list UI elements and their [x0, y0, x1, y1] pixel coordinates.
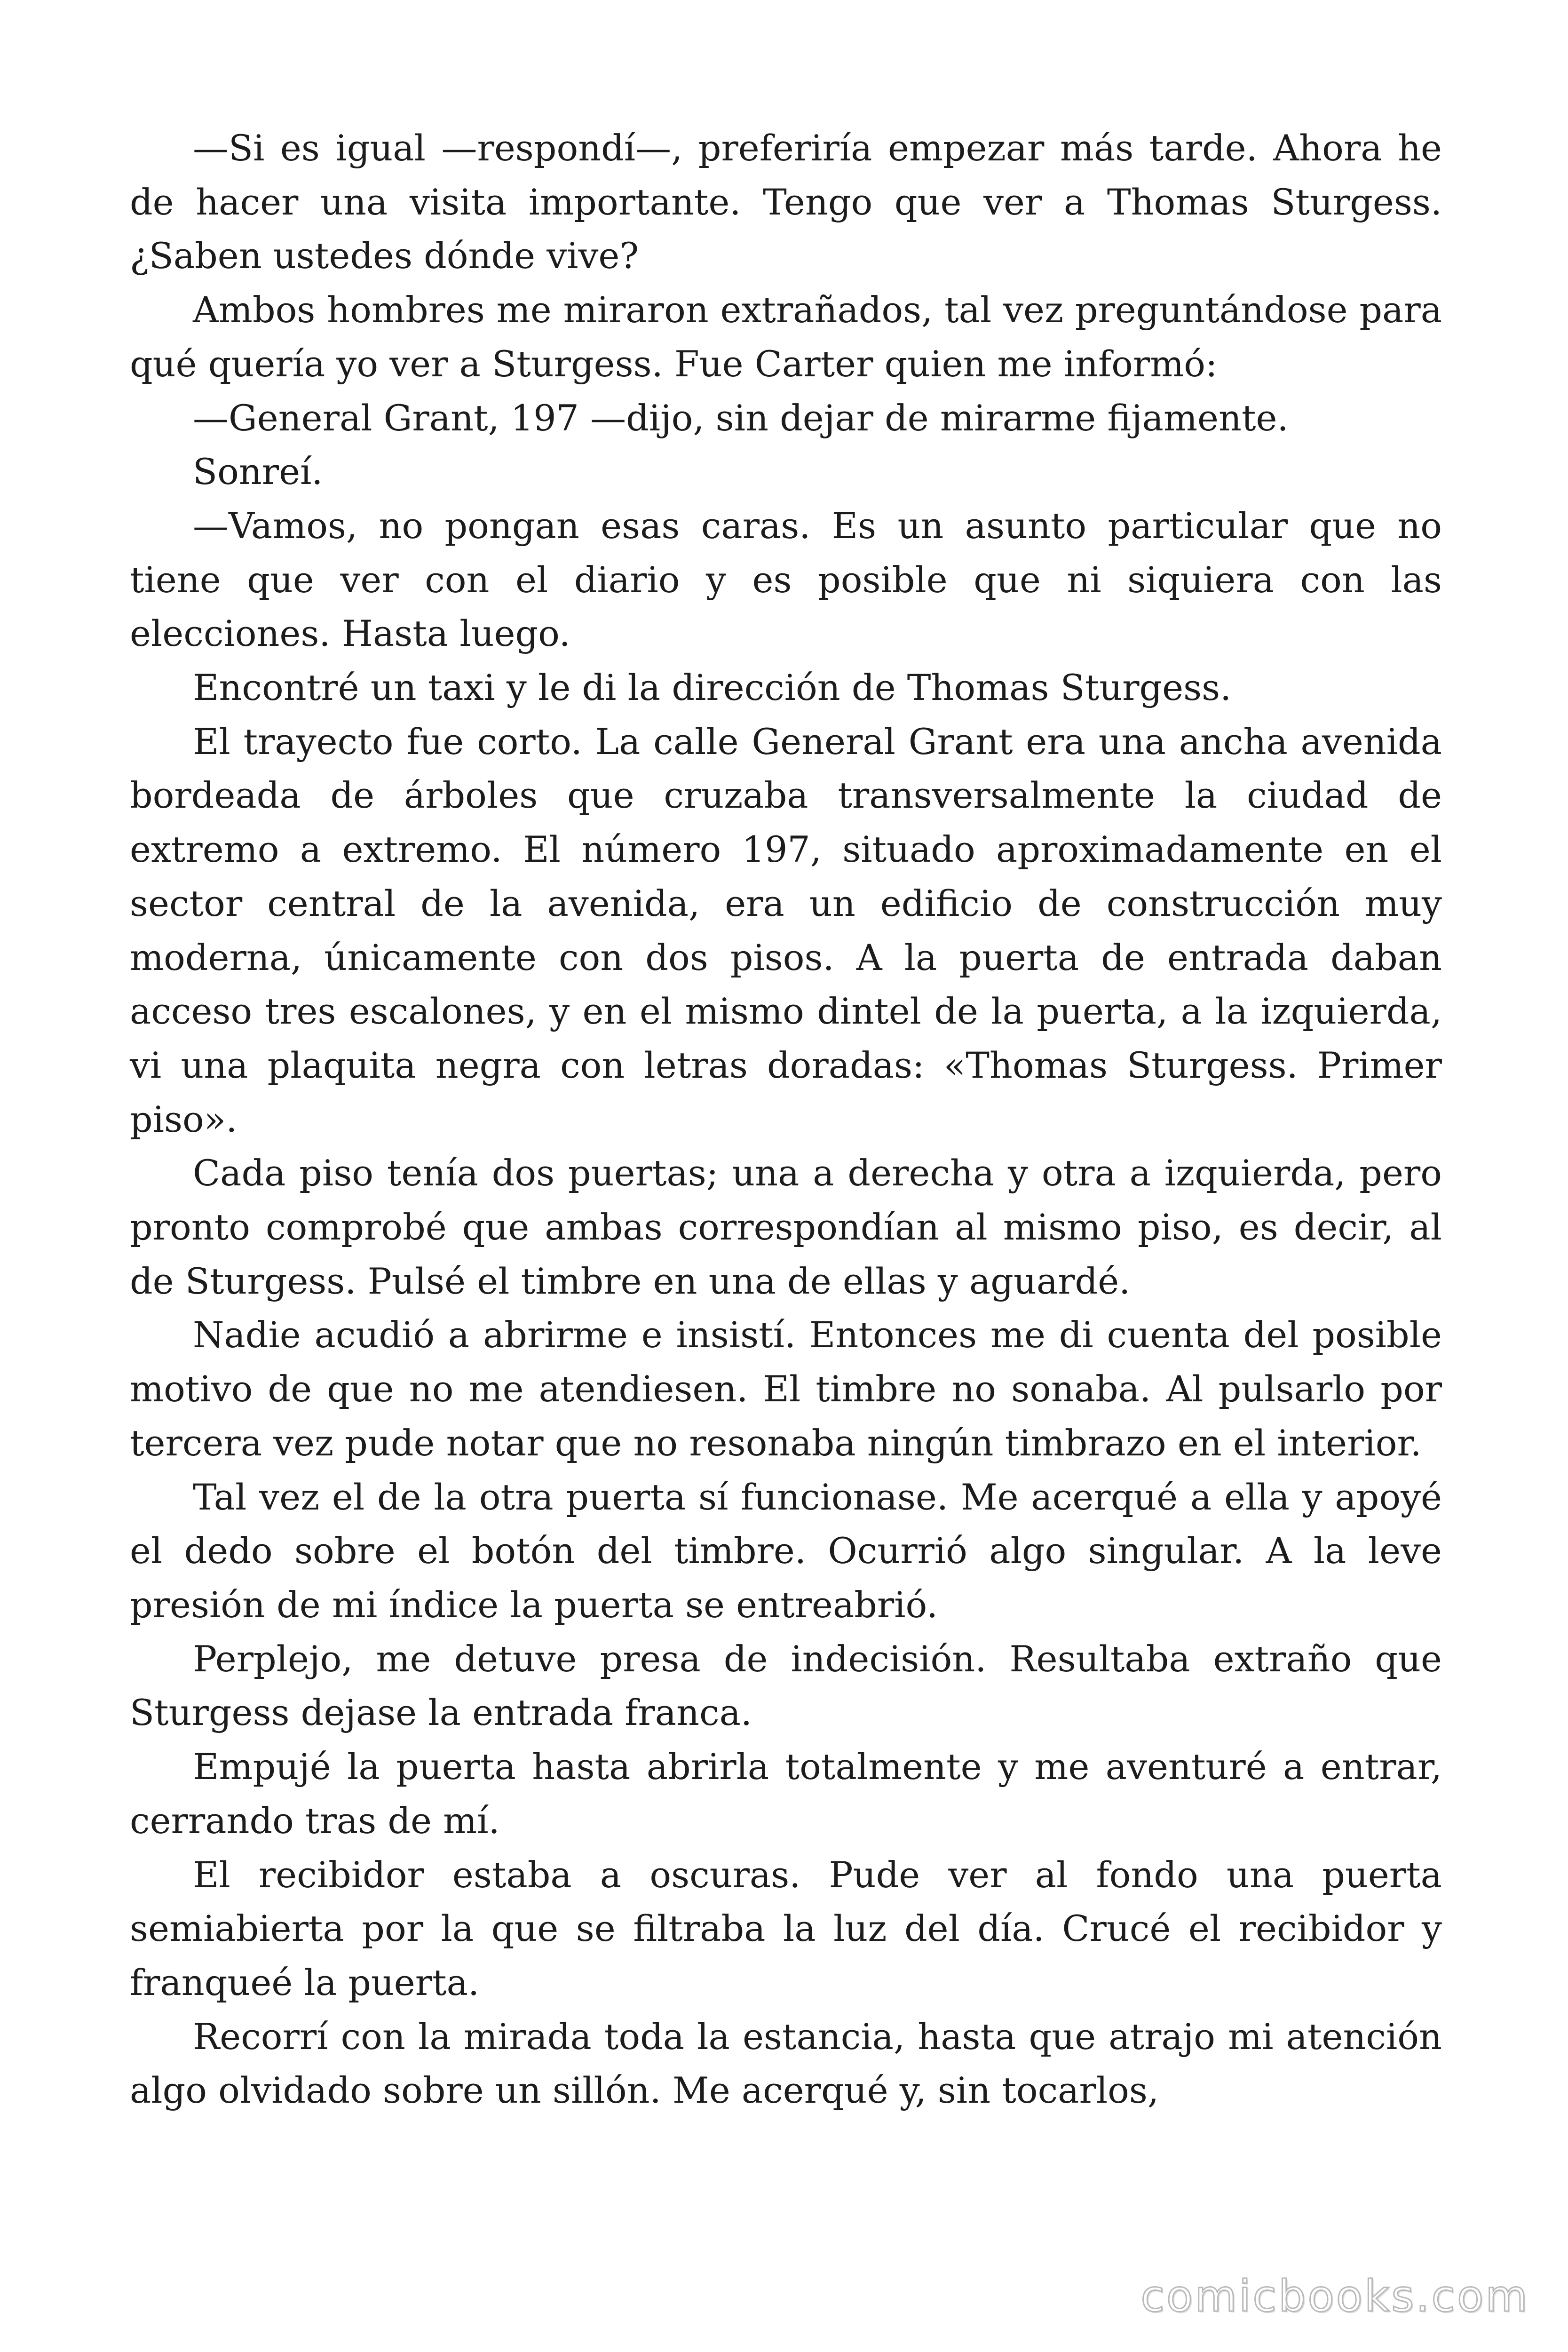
paragraph: Cada piso tenía dos puertas; una a derecha y otra a izquierda, pero pronto comprobé que ambas correspondían al mismo piso, es decir, al de Sturgess. Pulsé el timbre en una de ellas y aguardé.	[130, 1152, 1442, 1302]
paragraph: Encontré un taxi y le di la dirección de Thomas Sturgess.	[193, 667, 1232, 709]
paragraph: El recibidor estaba a oscuras. Pude ver al fondo una puerta semiabierta por la que se filtraba la luz del día. Crucé el recibidor y franqueé la puerta.	[130, 1853, 1442, 2003]
paragraph: Ambos hombres me miraron extrañados, tal vez preguntándose para qué quería yo ver a Sturgess. Fue Carter quien me informó:	[130, 289, 1442, 385]
paragraph: —Si es igual —respondí—, preferiría empezar más tarde. Ahora he de hacer una visita importante. Tengo que ver a Thomas Sturgess. ¿Saben ustedes dónde vive?	[130, 127, 1442, 277]
paragraph: El trayecto fue corto. La calle General Grant era una ancha avenida bordeada de árboles que cruzaba transversalmente la ciudad de extremo a extremo. El número 197, situado aproximadamente en el sector central de la avenida, era un edificio de construcción muy moderna, únicamente con dos pisos. A la puerta de entrada daban acceso tres escalones, y en el mismo dintel de la puerta, a la izquierda, vi una plaquita negra con letras doradas: «Thomas Sturgess. Primer piso».	[130, 720, 1442, 1140]
watermark-logo: comicbooks.com	[1140, 2271, 1529, 2321]
paragraph: —Vamos, no pongan esas caras. Es un asunto particular que no tiene que ver con el diario y es posible que ni siquiera con las elecciones. Hasta luego.	[130, 504, 1442, 655]
paragraph: Recorrí con la mirada toda la estancia, hasta que atrajo mi atención algo olvidado sobre un sillón. Me acerqué y, sin tocarlos,	[130, 2015, 1442, 2112]
paragraph: Empujé la puerta hasta abrirla totalmente y me aventuré a entrar, cerrando tras de mí.	[130, 1746, 1442, 1842]
paragraph: Perplejo, me detuve presa de indecisión. Resultaba extraño que Sturgess dejase la entrada franca.	[130, 1637, 1442, 1734]
page-body	[130, 121, 1442, 2118]
paragraph: Sonreí.	[193, 451, 323, 493]
paragraph: —General Grant, 197 —dijo, sin dejar de mirarme fijamente.	[193, 397, 1289, 439]
paragraph: Nadie acudió a abrirme e insistí. Entonces me di cuenta del posible motivo de que no me atendiesen. El timbre no sonaba. Al pulsarlo por tercera vez pude notar que no resonaba ningún timbrazo en el interior.	[130, 1314, 1442, 1464]
paragraph: Tal vez el de la otra puerta sí funcionase. Me acerqué a ella y apoyé el dedo sobre el botón del timbre. Ocurrió algo singular. A la leve presión de mi índice la puerta se entreabrió.	[130, 1476, 1442, 1626]
